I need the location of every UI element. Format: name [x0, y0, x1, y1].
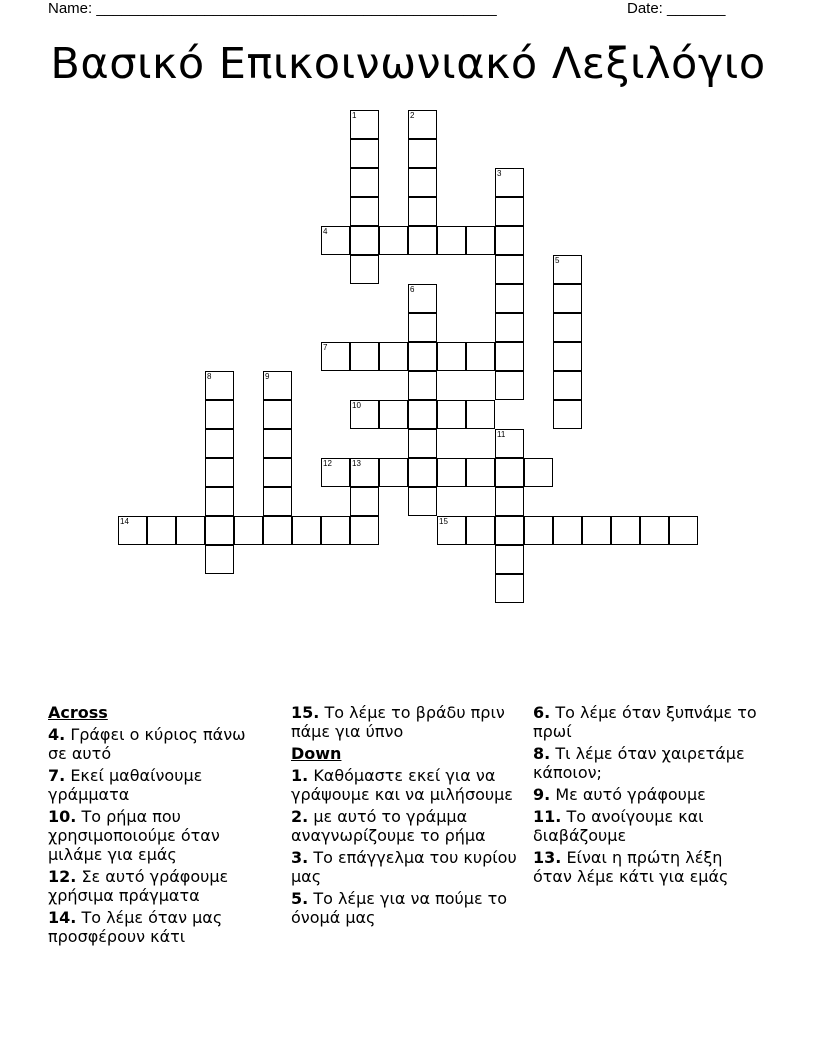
- across-heading: Across: [48, 703, 108, 722]
- crossword-cell[interactable]: [321, 342, 350, 371]
- crossword-cell[interactable]: [321, 516, 350, 545]
- crossword-cell[interactable]: [495, 197, 524, 226]
- crossword-cell[interactable]: [408, 284, 437, 313]
- crossword-cell[interactable]: [350, 226, 379, 255]
- crossword-cell[interactable]: [524, 458, 553, 487]
- crossword-cell[interactable]: [582, 516, 611, 545]
- clue-number: 9: [265, 372, 270, 381]
- clue-number: 11: [497, 430, 506, 439]
- crossword-cell[interactable]: [263, 429, 292, 458]
- crossword-cell[interactable]: [350, 110, 379, 139]
- crossword-cell[interactable]: [669, 516, 698, 545]
- crossword-cell[interactable]: [553, 516, 582, 545]
- crossword-cell[interactable]: [408, 313, 437, 342]
- crossword-cell[interactable]: [408, 458, 437, 487]
- crossword-cell[interactable]: [147, 516, 176, 545]
- crossword-cell[interactable]: [437, 400, 466, 429]
- crossword-cell[interactable]: [495, 429, 524, 458]
- crossword-cell[interactable]: [205, 400, 234, 429]
- crossword-cell[interactable]: [495, 487, 524, 516]
- clue-across-10: 10. Το ρήμα που χρησιμοποιούμε όταν μιλάμε για εμάς: [48, 807, 220, 864]
- clue-number: 2: [410, 111, 415, 120]
- crossword-cell[interactable]: [350, 168, 379, 197]
- crossword-cell[interactable]: [524, 516, 553, 545]
- crossword-cell[interactable]: [408, 110, 437, 139]
- date-field-label[interactable]: Date: _______: [627, 0, 726, 17]
- crossword-cell[interactable]: [553, 255, 582, 284]
- crossword-cell[interactable]: [466, 458, 495, 487]
- crossword-cell[interactable]: [553, 284, 582, 313]
- crossword-cell[interactable]: [263, 487, 292, 516]
- crossword-cell[interactable]: [350, 458, 379, 487]
- clue-down-13: 13. Είναι η πρώτη λέξη όταν λέμε κάτι για εμάς: [533, 848, 729, 886]
- crossword-cell[interactable]: [379, 226, 408, 255]
- name-field-label[interactable]: Name: ________________________________________________: [48, 0, 497, 17]
- down-heading: Down: [291, 744, 342, 763]
- clue-number: 10: [352, 401, 361, 410]
- crossword-cell[interactable]: [408, 197, 437, 226]
- crossword-cell[interactable]: [350, 516, 379, 545]
- page-title: Βασικό Επικοινωνιακό Λεξιλόγιο: [50, 39, 766, 89]
- crossword-cell[interactable]: [466, 226, 495, 255]
- crossword-cell[interactable]: [205, 516, 234, 545]
- clue-number: 13: [352, 459, 361, 468]
- crossword-cell[interactable]: [437, 516, 466, 545]
- clue-down-6: 6. Το λέμε όταν ξυπνάμε το πρωί: [533, 703, 757, 741]
- crossword-cell[interactable]: [263, 400, 292, 429]
- crossword-cell[interactable]: [408, 226, 437, 255]
- crossword-cell[interactable]: [350, 400, 379, 429]
- crossword-cell[interactable]: [553, 400, 582, 429]
- clue-across-7: 7. Εκεί μαθαίνουμε γράμματα: [48, 766, 203, 804]
- clue-number: 8: [207, 372, 212, 381]
- clue-down-2: 2. με αυτό το γράμμα αναγνωρίζουμε το ρήμα: [291, 807, 486, 845]
- crossword-cell[interactable]: [350, 139, 379, 168]
- crossword-cell[interactable]: [379, 458, 408, 487]
- crossword-cell[interactable]: [408, 139, 437, 168]
- crossword-cell[interactable]: [292, 516, 321, 545]
- crossword-cell[interactable]: [437, 458, 466, 487]
- crossword-cell[interactable]: [408, 429, 437, 458]
- crossword-cell[interactable]: [263, 516, 292, 545]
- crossword-cell[interactable]: [205, 458, 234, 487]
- clue-down-1: 1. Καθόμαστε εκεί για να γράψουμε και να μιλήσουμε: [291, 766, 513, 804]
- clue-number: 4: [323, 227, 328, 236]
- crossword-cell[interactable]: [321, 458, 350, 487]
- clue-across-14: 14. Το λέμε όταν μας προσφέρουν κάτι: [48, 908, 223, 946]
- crossword-cell[interactable]: [553, 342, 582, 371]
- clue-number: 14: [120, 517, 129, 526]
- crossword-cell[interactable]: [263, 371, 292, 400]
- crossword-cell[interactable]: [205, 429, 234, 458]
- crossword-cell[interactable]: [118, 516, 147, 545]
- crossword-cell[interactable]: [408, 487, 437, 516]
- crossword-cell[interactable]: [495, 371, 524, 400]
- clue-down-9: 9. Με αυτό γράφουμε: [533, 785, 706, 804]
- clue-across-12: 12. Σε αυτό γράφουμε χρήσιμα πράγματα: [48, 867, 229, 905]
- crossword-cell[interactable]: [263, 458, 292, 487]
- crossword-cell[interactable]: [553, 313, 582, 342]
- crossword-cell[interactable]: [234, 516, 263, 545]
- crossword-cell[interactable]: [437, 226, 466, 255]
- crossword-cell[interactable]: [408, 371, 437, 400]
- crossword-cell[interactable]: [466, 516, 495, 545]
- crossword-cell[interactable]: [611, 516, 640, 545]
- clues-column-2: [291, 703, 521, 930]
- clues-column-1: [48, 703, 263, 949]
- crossword-cell[interactable]: [495, 284, 524, 313]
- crossword-cell[interactable]: [408, 342, 437, 371]
- crossword-cell[interactable]: [495, 516, 524, 545]
- crossword-cell[interactable]: [495, 574, 524, 603]
- clue-across-4: 4. Γράφει ο κύριος πάνω σε αυτό: [48, 725, 246, 763]
- clue-number: 3: [497, 169, 502, 178]
- crossword-cell[interactable]: [495, 458, 524, 487]
- clue-down-8: 8. Τι λέμε όταν χαιρετάμε κάποιον;: [533, 744, 745, 782]
- clue-number: 6: [410, 285, 415, 294]
- crossword-cell[interactable]: [495, 545, 524, 574]
- crossword-cell[interactable]: [205, 545, 234, 574]
- clue-number: 12: [323, 459, 332, 468]
- clue-number: 7: [323, 343, 328, 352]
- crossword-cell[interactable]: [495, 342, 524, 371]
- crossword-cell[interactable]: [495, 313, 524, 342]
- crossword-cell[interactable]: [495, 226, 524, 255]
- crossword-cell[interactable]: [495, 255, 524, 284]
- crossword-cell[interactable]: [379, 400, 408, 429]
- crossword-cell[interactable]: [495, 168, 524, 197]
- crossword-cell[interactable]: [321, 226, 350, 255]
- clue-number: 5: [555, 256, 560, 265]
- clue-across-15: 15. Το λέμε το βράδυ πριν πάμε για ύπνο: [291, 703, 505, 741]
- clue-down-3: 3. Το επάγγελμα του κυρίου μας: [291, 848, 517, 886]
- crossword-cell[interactable]: [553, 371, 582, 400]
- crossword-cell[interactable]: [205, 371, 234, 400]
- crossword-cell[interactable]: [466, 342, 495, 371]
- clues-column-3: [533, 703, 763, 889]
- crossword-cell[interactable]: [176, 516, 205, 545]
- crossword-cell[interactable]: [640, 516, 669, 545]
- clue-number: 1: [352, 111, 357, 120]
- crossword-cell[interactable]: [350, 197, 379, 226]
- crossword-cell[interactable]: [350, 255, 379, 284]
- crossword-cell[interactable]: [350, 487, 379, 516]
- crossword-cell[interactable]: [350, 342, 379, 371]
- crossword-cell[interactable]: [466, 400, 495, 429]
- clue-down-5: 5. Το λέμε για να πούμε το όνομά μας: [291, 889, 508, 927]
- crossword-cell[interactable]: [408, 168, 437, 197]
- crossword-cell[interactable]: [205, 487, 234, 516]
- crossword-cell[interactable]: [437, 342, 466, 371]
- clue-down-11: 11. Το ανοίγουμε και διαβάζουμε: [533, 807, 704, 845]
- crossword-cell[interactable]: [379, 342, 408, 371]
- clue-number: 15: [439, 517, 448, 526]
- crossword-cell[interactable]: [408, 400, 437, 429]
